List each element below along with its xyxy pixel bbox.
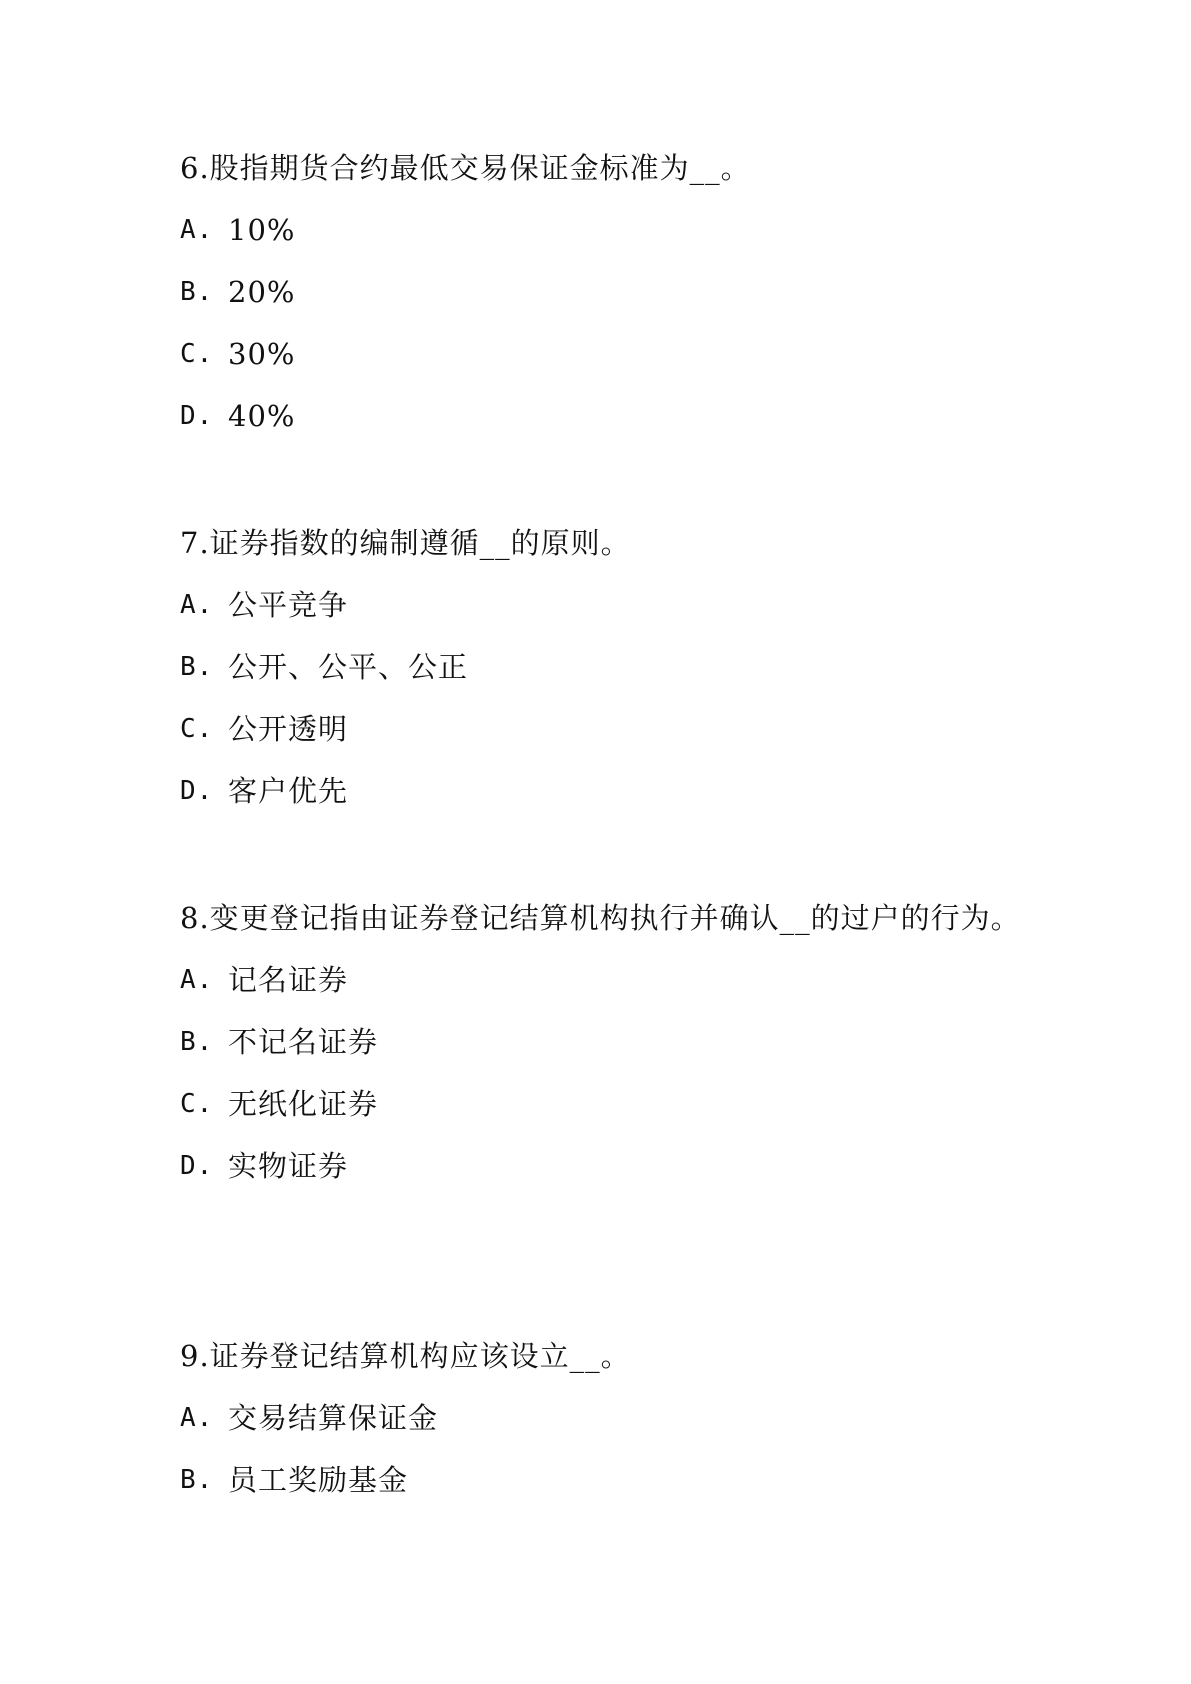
option-a [180, 949, 1030, 1011]
option-text: 交易结算保证金 [228, 1401, 439, 1435]
option-a [180, 1387, 1030, 1449]
option-b [180, 261, 1030, 323]
option-text: 不记名证券 [228, 1025, 379, 1059]
option-text: 公平竞争 [228, 588, 349, 622]
option-key: B. [180, 652, 214, 682]
option-key: B. [180, 1027, 214, 1057]
option-key: C. [180, 1089, 214, 1119]
option-key: D. [180, 401, 214, 431]
option-c [180, 323, 1030, 385]
question-stem: 6.股指期货合约最低交易保证金标准为__。 [180, 151, 751, 185]
option-text: 20% [228, 275, 296, 309]
option-text: 无纸化证券 [228, 1087, 379, 1121]
option-key: D. [180, 1151, 214, 1181]
option-d [180, 760, 1030, 822]
option-text: 40% [228, 399, 296, 433]
option-key: C. [180, 339, 214, 369]
option-text: 30% [228, 337, 296, 371]
option-text: 记名证券 [228, 963, 349, 997]
option-b [180, 1011, 1030, 1073]
option-key: B. [180, 277, 214, 307]
question-8 [180, 887, 1030, 1197]
option-text: 客户优先 [228, 774, 349, 808]
question-6 [180, 137, 1030, 447]
question-stem: 7.证券指数的编制遵循__的原则。 [180, 526, 631, 560]
option-a [180, 574, 1030, 636]
question-9 [180, 1325, 1030, 1511]
option-key: A. [180, 1403, 214, 1433]
question-stem: 8.变更登记指由证券登记结算机构执行并确认__的过户的行为。 [180, 901, 1021, 935]
option-key: B. [180, 1465, 214, 1495]
option-key: D. [180, 776, 214, 806]
option-text: 实物证券 [228, 1149, 349, 1183]
option-c [180, 698, 1030, 760]
option-text: 公开、公平、公正 [228, 650, 469, 684]
question-7 [180, 512, 1030, 822]
option-d [180, 1135, 1030, 1197]
option-text: 员工奖励基金 [228, 1463, 409, 1497]
option-b [180, 636, 1030, 698]
option-text: 10% [228, 213, 296, 247]
option-c [180, 1073, 1030, 1135]
question-stem: 9.证券登记结算机构应该设立__。 [180, 1339, 631, 1373]
option-key: A. [180, 215, 214, 245]
option-b [180, 1449, 1030, 1511]
option-text: 公开透明 [228, 712, 349, 746]
option-d [180, 385, 1030, 447]
option-key: A. [180, 965, 214, 995]
option-key: C. [180, 714, 214, 744]
option-a [180, 199, 1030, 261]
option-key: A. [180, 590, 214, 620]
